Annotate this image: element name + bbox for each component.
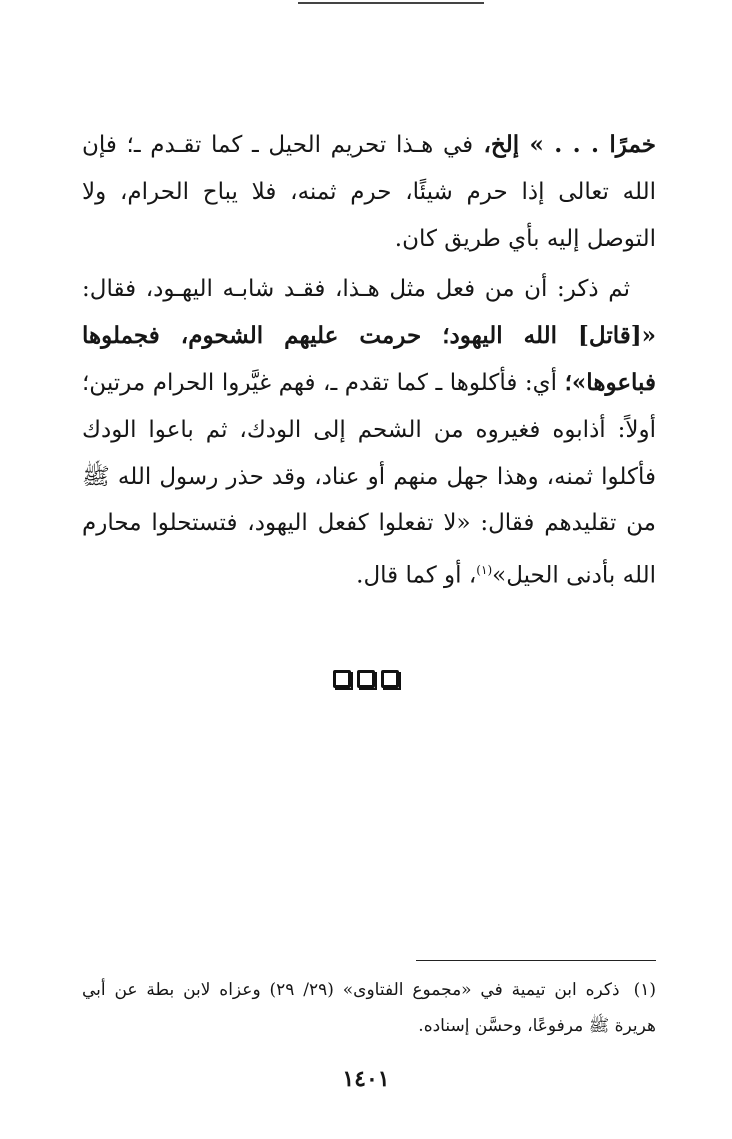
page-body [82,122,656,600]
footnote [82,972,656,1044]
footnote-marker: (١) [476,563,493,578]
hadith-quote: «[قاتل] الله اليهود؛ حرمت عليهم الشحوم، فجملوها فباعوها»؛ [82,322,656,396]
paragraph-2-intro: ثم ذكر: أن من فعل مثل هـذا، فقـد شابـه اليهـود، فقال: [82,276,630,303]
section-divider-ornament [0,670,732,688]
ornament-square-icon [381,670,399,688]
paragraph-1-lead: خمرًا . . . » إلخ، [473,131,656,158]
paragraph-2 [82,266,656,599]
ornament-square-icon [333,670,351,688]
footnote-text: ذكره ابن تيمية في «مجموع الفتاوى» (٢٩/ ٢٩) وعزاه لابن بطة عن أبي هريرة ﷺ مرفوعًا، وحسَّن إسناده. [82,980,656,1036]
ornament-square-icon [357,670,375,688]
paragraph-2-end: ، أو كما قال. [356,562,477,589]
footnote-number: (١) [633,980,656,1000]
footnote-rule [416,960,656,961]
paragraph-1-text: في هـذا تحريم الحيل ـ كما تقـدم ـ؛ فإن الله تعالى إذا حرم شيئًا، حرم ثمنه، فلا يباح الحرام، ولا التوصل إليه بأي طريق كان. [82,132,656,252]
paragraph-1 [82,122,656,262]
page-number: ١٤٠١ [342,1066,390,1092]
paragraph-2-text: أي: فأكلوها ـ كما تقدم ـ، فهم غيَّروا الحرام مرتين؛ أولاً: أذابوه فغيروه من الشحم إلى الودك، ثم باعوا الودك فأكلوا ثمنه، وهذا جهل منهم أو عناد، وقد حذر رسول الله ﷺ من تقليدهم فقال: «لا تفعلوا كفعل اليهود، فتستحلوا محارم الله بأدنى الحيل» [82,369,656,589]
top-rule [298,2,484,4]
